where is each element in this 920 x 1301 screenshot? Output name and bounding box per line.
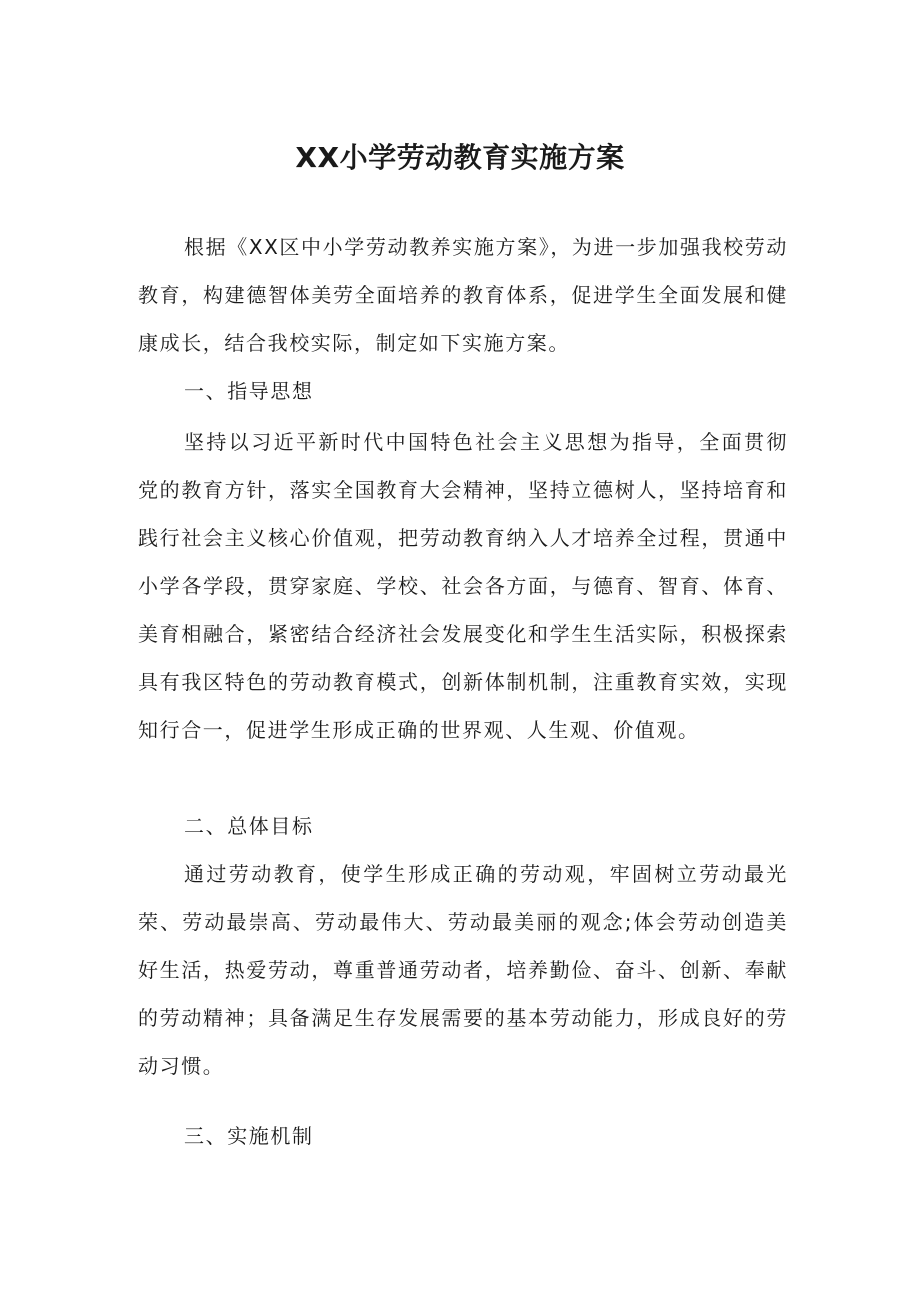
intro-paragraph: 根据《XX区中小学劳动教养实施方案》，为进一步加强我校劳动教育，构建德智体美劳全面培养的教育体系，促进学生全面发展和健康成长，结合我校实际，制定如下实施方案。 xyxy=(138,235,788,355)
section-heading-guiding-ideology: 一、指导思想 xyxy=(184,379,314,403)
section-heading-overall-goals: 二、总体目标 xyxy=(184,814,314,838)
section-paragraph-overall-goals: 通过劳动教育，使学生形成正确的劳动观，牢固树立劳动最光荣、劳动最崇高、劳动最伟大、劳动最美丽的观念;体会劳动创造美好生活，热爱劳动，尊重普通劳动者，培养勤俭、奋斗、创新、奉献的劳动精神；具备满足生存发展需要的基本劳动能力，形成良好的劳动习惯。 xyxy=(138,862,788,1078)
document-title: XX小学劳动教育实施方案 xyxy=(295,141,625,174)
section-paragraph-guiding-ideology: 坚持以习近平新时代中国特色社会主义思想为指导，全面贯彻党的教育方针，落实全国教育大会精神，坚持立德树人，坚持培育和践行社会主义核心价值观，把劳动教育纳入人才培养全过程，贯通中小学各学段，贯穿家庭、学校、社会各方面，与德育、智育、体育、美育相融合，紧密结合经济社会发展变化和学生生活实际，积极探索具有我区特色的劳动教育模式，创新体制机制，注重教育实效，实现知行合一，促进学生形成正确的世界观、人生观、价值观。 xyxy=(138,430,788,742)
section-heading-implementation-mechanism: 三、实施机制 xyxy=(184,1124,314,1148)
